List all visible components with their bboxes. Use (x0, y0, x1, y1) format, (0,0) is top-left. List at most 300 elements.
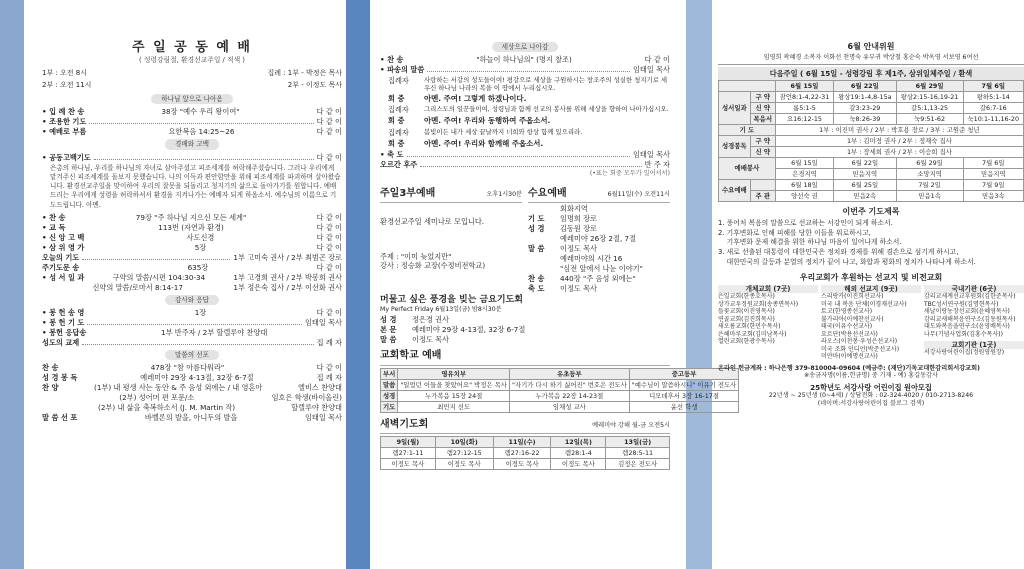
table-header-cell: 12일(목) (551, 437, 606, 448)
table-cell: 양선숙 권 (775, 190, 833, 201)
prayer-topics-title: 이번주 기도제목 (842, 206, 900, 216)
order-leader: 다 같 이 (316, 308, 342, 318)
table-header-cell: 중고등부 (629, 368, 739, 379)
table-cell: 임채성 교사 (509, 401, 629, 412)
friday-prayer-order (380, 315, 670, 344)
table-cell: 왕하5:1-14 (963, 91, 1023, 102)
table-cell: 롬5:1-5 (775, 102, 833, 113)
mission-item: 나무(기념사업회(김홍수목사)) (924, 330, 1003, 338)
order-leader: 엘비스 찬양대 (298, 383, 342, 393)
table-cell: 6월 29일 (896, 80, 963, 91)
commission-liturgy (380, 76, 670, 148)
mission-item: 토고(한영종선교사) (821, 308, 873, 316)
liturgy-speaker: 집례자 (388, 127, 409, 137)
order-leader: 다 같 이 (316, 117, 342, 127)
missions-title: 우리교회가 후원하는 선교지 및 비전교회 (799, 272, 943, 282)
table-header-cell: 유초등부 (509, 368, 629, 379)
left-blue-stripe (0, 0, 24, 569)
table-cell: 윤선 학생 (629, 401, 739, 412)
table-header-cell: 부서 (381, 368, 398, 379)
order-row (42, 273, 342, 282)
order-row (380, 55, 670, 64)
table-header-cell: 13일(금) (606, 437, 670, 448)
table-row (719, 91, 1024, 102)
table-row (719, 135, 1024, 146)
announcements-panel (718, 0, 1024, 569)
order-label: 오르간 후주 (380, 159, 418, 169)
table-header-cell: 영유치부 (398, 368, 510, 379)
table-cell: 렘28:5-11 (606, 448, 670, 459)
prayer-topic-line: 기후변화 문제 해결을 위한 하나님 마음이 일어나게 하소서. (718, 238, 902, 247)
order-leader: 다 같 이 (316, 152, 342, 162)
table-cell: 구 약 (750, 135, 775, 146)
dawn-prayer-title: 새벽기도회 (380, 418, 429, 430)
leader-dots (82, 340, 313, 345)
table-header-cell: 10일(화) (435, 437, 493, 448)
table-cell: 신 약 (750, 146, 775, 157)
order-item: 1부 반주자 / 2부 할렐루야 찬양대 (161, 328, 268, 338)
table-cell: 6월 22일 (834, 80, 896, 91)
table-cell: 요16:12-15 (775, 113, 833, 124)
table-cell: 6월 18일 (775, 179, 833, 190)
table-cell: 6월 15일 (775, 80, 833, 91)
liturgy-speaker: 집례자 (388, 105, 409, 115)
offering-account-note: ※송금자명(이름,헌금명) 중 기재 - 예) 홍길동감사 (803, 372, 939, 380)
order-item: 1장 (194, 308, 207, 318)
liturgy-text: 봄빛이든 내가 세상 끝날까지 너희와 항상 함께 있으리라. (424, 127, 583, 136)
service-row (528, 214, 670, 223)
section-pill: 세상으로 나아감 (492, 42, 559, 52)
order-leader: 임태일 목사 (632, 149, 670, 159)
order-label: 찬 송 (42, 363, 59, 373)
leader-dots (87, 320, 302, 325)
third-service-title: 주일3부예배 (380, 187, 436, 199)
table-row (719, 179, 1024, 190)
liturgy-speaker: 회 중 (388, 94, 405, 104)
liturgy-speaker: 집례자 (388, 76, 409, 86)
order-label: • 찬 송 (380, 55, 404, 65)
order-item: 113번 (자연과 환경) (158, 222, 224, 232)
order-row (42, 308, 342, 317)
wednesday-service-order (528, 204, 670, 293)
service-value: "심전 앞에서 나눈 이야기" (560, 264, 643, 274)
liturgy-line (388, 139, 670, 148)
order-list (42, 363, 342, 422)
service-label: 본 문 (380, 325, 397, 335)
order-leader: 1부 고미숙 권사 / 2부 최범곤 장로 (233, 252, 342, 262)
order-item: "하늘이 하나님의" (명지 찰조) (476, 55, 572, 65)
table-cell: 렘28:1-4 (551, 448, 606, 459)
order-leader: 다 같 이 (316, 262, 342, 272)
liturgy-text: 아멘. 주여! 우리와 함께해 주옵소서. (424, 138, 544, 148)
service-row (380, 325, 670, 334)
dawn-prayer-time: 월-금 오전5시 (631, 421, 670, 429)
table-row (381, 401, 739, 412)
order-leader: 임호은 학생(바이올린) (271, 393, 342, 403)
table-cell: 믿음3속 (963, 190, 1023, 201)
order-label: • 파송의 말씀 (380, 65, 425, 75)
service-value: 440장 "주 음성 외에는" (560, 274, 636, 284)
service-row (528, 284, 670, 293)
table-row (719, 80, 1024, 91)
liturgy-line (388, 105, 670, 114)
mission-column (924, 285, 1024, 361)
order-label: 말 씀 선 포 (42, 413, 78, 423)
table-cell: 렘27:12-15 (435, 448, 493, 459)
order-item: 478장 "참 아름다워라" (150, 363, 225, 373)
table-cell: 왕상19:1-4,8-15a (834, 91, 896, 102)
prayer-topic-line: 대한민국의 갈등과 분열의 정치가 끝이 나고, 화합과 평화의 정치가 나타나게 하소서. (718, 258, 976, 267)
church-school-title: 교회학교 예배 (380, 350, 442, 362)
table-cell: 1부 : 장세희 권사 / 2부 : 이승희 집사 (775, 146, 1023, 157)
section-pill: 말씀의 선포 (165, 350, 219, 360)
table-row (719, 102, 1024, 113)
service-label: 찬 송 (528, 274, 545, 284)
table-cell: 성경 (381, 390, 398, 401)
table-row (381, 459, 670, 470)
table-cell: 수요예배 (719, 179, 751, 201)
order-row (42, 318, 342, 327)
table-row (381, 379, 739, 390)
prayer-topic-line: 1. 풍어처 복음의 말씀으로 선교하는 서강인이 되게 하소서. (718, 218, 893, 227)
mission-item: 불가리아(이예찬선교사) (821, 315, 884, 323)
order-item: 신약의 말씀/로마서 8:14-17 (92, 282, 183, 292)
mission-column (821, 285, 921, 361)
service-label (528, 254, 554, 263)
third-service-speaker: 강사 : 정승화 교장(수정비전학교) (380, 261, 486, 271)
order-row (42, 373, 342, 382)
order-label: • 입 례 찬 송 (42, 107, 85, 117)
table-header-cell: 11일(수) (493, 437, 551, 448)
table-cell: 눅9:51-62 (896, 113, 963, 124)
mission-item: 감리교새해복음연구소(김동원목사) (924, 315, 1016, 323)
mission-item: 라오스(이천봉·우성은선교사) (821, 338, 898, 346)
order-item: 635장 (187, 262, 209, 272)
order-row (42, 117, 342, 126)
table-cell: 믿음1속 (896, 190, 963, 201)
mission-item: 요르단(박용선선교사) (821, 330, 878, 338)
service-value: 이정도 목사 (560, 284, 598, 294)
order-leader: 1부 고경희 권사 / 2부 박봉희 권사 (233, 272, 342, 282)
order-label: • 신 앙 고 백 (42, 232, 85, 242)
order-label: • 공동고백기도 (42, 152, 91, 162)
order-list (42, 213, 342, 292)
church-school-table (380, 368, 739, 413)
service-row (380, 315, 670, 324)
order-leader: 다 같 이 (316, 242, 342, 252)
table-cell: 최민지 선도 (398, 401, 510, 412)
order-item: 구약의 말씀/시편 104:30-34 (112, 272, 206, 282)
offering-account: 온라인 헌금계좌 : 하나은행 379-810004-09604 (예금주: (재단)기독교대한감리회서강교회) (718, 364, 980, 372)
worship-order-panel (42, 0, 342, 569)
wednesday-service-time: 6월11일(수) 오전11시 (607, 190, 670, 198)
kindergarten-blog: (네이버:서강사랑어린이집 블로그 검색) (817, 399, 925, 407)
order-list (42, 308, 342, 347)
order-row (42, 213, 342, 222)
table-cell: 갈6:7-16 (963, 102, 1023, 113)
order-list (42, 107, 342, 136)
next-sunday-heading: 다음주일 ( 6월 15일 - 성령강림 후 제1주, 삼위일체주일 / 환색 (718, 67, 1024, 80)
service-time-2: 2부 : 오전 11시 (42, 81, 92, 90)
order-row (42, 338, 342, 347)
dawn-prayer-table (380, 436, 670, 470)
order-item: 79장 "주 하나님 지으신 모든 세계" (135, 212, 247, 222)
order-item: 사도신경 (186, 232, 215, 242)
service-label (528, 204, 554, 213)
service-value: 임명희 장로 (560, 214, 598, 224)
mission-item: 새오름교회(한민수목사) (718, 323, 781, 331)
service-row (528, 274, 670, 283)
order-row (42, 243, 342, 252)
table-cell: 렘27:16-22 (493, 448, 551, 459)
order-item: 예레미야 29장 4-13절, 32장 6-7절 (140, 373, 254, 383)
order-label: • 찬 송 (42, 212, 66, 222)
mission-item: 열린교회(한광수목사) (718, 338, 775, 346)
table-cell: 디모데후서 3장 16-17절 (629, 390, 739, 401)
standing-note: (•표는 회중 모두가 일어서서) (589, 169, 670, 177)
mission-item: 감리교세계선교후원회(김한준목사) (924, 293, 1016, 301)
table-cell: 주 관 (750, 190, 775, 201)
ushers-title: 6월 안내위원 (847, 42, 895, 51)
leader-dots (407, 152, 630, 157)
liturgy-line (388, 128, 670, 137)
table-cell: 누가복음 22장 14-23절 (509, 390, 629, 401)
table-cell: 성경봉독 (719, 135, 751, 157)
order-label: 성 경 봉 독 (42, 373, 78, 383)
table-cell: 갈5:1,13-25 (896, 102, 963, 113)
order-row (380, 65, 670, 74)
order-label: • 교 독 (42, 222, 66, 232)
table-cell: 믿음지역 (963, 168, 1023, 179)
table-cell: 잠언8:1-4,22-31 (775, 91, 833, 102)
table-row (719, 157, 1024, 168)
liturgy-speaker: 회 중 (388, 116, 405, 126)
service-value: 회화지역 (560, 204, 588, 214)
table-cell: 6월 22일 (834, 157, 896, 168)
mission-column-header: 국내기관 (6곳) (924, 285, 1024, 293)
liturgy-speaker: 회 중 (388, 138, 405, 148)
table-cell: 6월 25일 (834, 179, 896, 190)
order-leader: 집 례 자 (316, 373, 342, 383)
mission-column-header: 개체교회 (7곳) (718, 285, 818, 293)
table-cell: 복음서 (750, 113, 775, 124)
leader-dots (89, 119, 313, 124)
prayer-topics (718, 219, 1024, 268)
order-leader: 다 같 이 (644, 55, 670, 65)
table-cell: 성서일과 (719, 91, 751, 124)
mission-item: 상가교우정원교회(송종면목사) (718, 300, 799, 308)
order-leader: 집 례 자 (316, 338, 342, 348)
table-cell: "자기가 다시 하기 싫어진" 번호은 전도사 (509, 379, 629, 390)
table-cell: 7월 9일 (963, 179, 1023, 190)
service-row (528, 204, 670, 213)
liturgy-text: 사랑하는 서강의 성도들이여! 평강으로 세상을 구원하시는 창조주의 성실한 청지기로 세우신 하나님 나라의 복을 이 땅에서 누리십시오. (424, 76, 668, 93)
order-item: (1부) 내 평생 사는 동안 & 주 음성 외에는 / 내 영혼아 (94, 383, 263, 393)
table-cell: 6월 15일 (775, 157, 833, 168)
third-service-topic: 주제 : "이미 늦었지만" (380, 252, 452, 262)
table-cell: 갈3:23-29 (834, 102, 896, 113)
order-row (42, 253, 342, 262)
leader-dots (427, 67, 630, 72)
order-label: • 축 도 (380, 149, 404, 159)
mission-item: 태국(이유수선교사) (821, 323, 873, 331)
order-label: • 예배로 부름 (42, 127, 87, 137)
order-row (42, 223, 342, 232)
table-header-row (381, 368, 739, 379)
table-cell: 렘27:1-11 (381, 448, 436, 459)
confession-prayer: 은총의 하나님, 우리를 하나님의 자녀로 삼아주셨고 피조세계를 허락해주셨습니다. 그러나 우리에게 맡겨주신 피조세계를 돌보지 못했습니다. 나의 이득과 편안함만을 위해 피조세계를 파괴하며 살아왔습니다. 환경선교주일을 맞이하여 우리의 잘못을 되돌리고 청지기의 삶으로 돌아가기를 원합니다. 예배 드리는 우리에게 성령을 허락하셔서 환경을 지켜나가는 예배자 되게 하옵소서. 예수님의 이름으로 기도드립니다. 아멘. (50, 163, 341, 209)
order-row (42, 107, 342, 116)
mission-item: 연골교회(김진희목사) (718, 315, 775, 323)
order-label: 오늘의 기도 (42, 252, 80, 262)
mission-column (718, 285, 818, 361)
table-cell: "예수님이 말씀하시니" 이유기 전도사 (629, 379, 739, 390)
service-label: 말 씀 (528, 244, 545, 254)
mission-item: 미얀마(이예명선교사) (821, 353, 878, 361)
table-cell: 왕상2:15-16,19-21 (896, 91, 963, 102)
service-label: 성 경 (380, 315, 397, 325)
prayer-topic-line: 3. 새로 선출된 대통령이 대한민국은 정치와 경제를 위해 겸손으로 섬기게 하시고, (718, 248, 959, 257)
friday-prayer-time: 6월13일(금) 밤8시30분 (435, 306, 502, 314)
leader-dots (82, 255, 230, 260)
mission-item: 스리랑카(이진희선교사) (821, 293, 884, 301)
order-row (42, 403, 342, 412)
service-value: 김동원 장로 (560, 224, 598, 234)
liturgy-line (388, 116, 670, 125)
order-item: 38장 "예수 우리 왕이여" (161, 107, 240, 117)
table-row (719, 113, 1024, 124)
order-item: 바벨론의 발을, 아니두의 발을 (144, 413, 238, 423)
section-pill: 경배와 고백 (165, 139, 219, 149)
order-leader: 다 같 이 (316, 363, 342, 373)
table-row (719, 190, 1024, 201)
table-cell: 기도 (381, 401, 398, 412)
order-row (42, 283, 342, 292)
service-value: 예레미야 29장 4-13절, 32장 6-7절 (412, 325, 526, 335)
mission-item: 미국 조화 인디언(박준선교사) (821, 345, 900, 353)
order-row (42, 328, 342, 337)
order-item: (2부) 성어머 편 포문/소 (119, 393, 195, 403)
service-row (528, 264, 670, 273)
mission-column-header: 해외 선교지 (9곳) (821, 285, 921, 293)
table-cell: 믿음2속 (834, 190, 896, 201)
right-blue-stripe (686, 0, 712, 569)
order-leader: 임태일 목사 (632, 65, 670, 75)
table-cell: 7월 6일 (963, 80, 1023, 91)
mission-column-header: 교회기관 (1곳) (924, 341, 1024, 349)
table-header-row (381, 437, 670, 448)
wednesday-service-title: 수요예배 (528, 187, 567, 199)
section-pill: 하나님 앞으로 나아옴 (151, 94, 233, 104)
order-row (42, 233, 342, 242)
liturgy-text: 아멘. 주여! 그렇게 하겠나이다. (424, 94, 527, 104)
officiant-2: 2부 - 이정도 목사 (287, 81, 342, 90)
table-cell: 눅10:1-11,16-20 (963, 113, 1023, 124)
table-cell: 7월 2일 (896, 179, 963, 190)
order-leader: 다 같 이 (316, 222, 342, 232)
table-cell: 1부 : 이진미 권사 / 2부 : 박호용 장로 / 3부 : 고원준 청년 (775, 124, 1023, 135)
service-row (380, 335, 670, 344)
table-cell (750, 179, 775, 190)
mission-item: 미국 내 복음 단체(이경재선교사) (821, 300, 907, 308)
order-list (380, 150, 670, 169)
prayer-topic-line: 2. 기후변화로 인해 피해를 당한 이들을 위로하시고, (718, 228, 871, 237)
service-value: 이정도 목사 (560, 244, 598, 254)
middle-blue-stripe (346, 0, 370, 569)
friday-prayer-sub: My Perfect Friday (380, 306, 434, 314)
liturgy-line (388, 94, 670, 103)
order-row (42, 393, 342, 402)
ushers-list: 임영희 곽혜경 소복자 이화선 천명숙 유부귀 박상철 홍순숙 박옥영 서보영 6여선 (718, 52, 1024, 65)
service-value: 예레미야의 시간 16 (560, 254, 623, 264)
order-label: • 삼 위 영 가 (42, 242, 85, 252)
order-row (380, 150, 670, 159)
third-service-body: 환경선교주일 세미나로 모입니다. (380, 217, 485, 227)
service-label: 기 도 (528, 214, 545, 224)
mission-item: 은혜마루교회(김미남목사) (718, 330, 787, 338)
service-label: 말 씀 (380, 335, 397, 345)
order-leader: 임태일 목사 (304, 318, 342, 328)
order-label: • 봉 헌 송 영 (42, 308, 85, 318)
dawn-prayer-sub: 예레미야 강해 (592, 421, 630, 429)
liturgy-text: 아멘. 주여! 우리와 동행하여 주옵소서. (424, 116, 551, 126)
order-item: 요한복음 14:25~26 (168, 127, 235, 137)
table-cell: 신 약 (750, 102, 775, 113)
service-label: 성 경 (528, 224, 545, 234)
next-sunday-table (718, 80, 1024, 202)
table-cell: 이정도 목사 (493, 459, 551, 470)
order-label: • 성 서 일 과 (42, 272, 85, 282)
order-leader: 할렐루야 찬양대 (291, 403, 342, 413)
service-row (528, 224, 670, 233)
order-item: (2부) 내 삶을 축복하소서 (J. M. Martin 작) (98, 403, 236, 413)
service-label: 축 도 (528, 284, 545, 294)
table-cell: 소망지역 (896, 168, 963, 179)
table-header-cell: 9일(월) (381, 437, 436, 448)
service-row (528, 234, 670, 243)
order-row (380, 160, 670, 169)
order-row (42, 383, 342, 392)
table-cell: 1부 : 김미정 권사 / 2부 : 정재숙 집사 (775, 135, 1023, 146)
order-row (42, 127, 342, 136)
leader-dots (420, 162, 641, 167)
service-label (528, 234, 554, 243)
order-label: 주기도문 송 (42, 262, 80, 272)
service-time-1: 1부 : 오전 8시 (42, 68, 87, 77)
table-cell: 이정도 목사 (435, 459, 493, 470)
service-value: 이정도 목사 (412, 335, 450, 345)
order-list (380, 55, 670, 74)
table-row (719, 124, 1024, 135)
table-cell: 예배봉사 (719, 157, 776, 179)
table-cell: 6월 29일 (896, 157, 963, 168)
table-cell: 기 도 (719, 124, 776, 135)
table-cell: 믿음지역 (834, 168, 896, 179)
order-leader: 다 같 이 (316, 232, 342, 242)
order-row (42, 413, 342, 422)
table-cell: 말씀 (381, 379, 398, 390)
mission-item: 들꽃교회(이진영목사) (718, 308, 775, 316)
section-pill: 감사와 응답 (165, 295, 219, 305)
table-cell: 누가복음 15장 24절 (398, 390, 510, 401)
order-leader: 임태일 목사 (304, 413, 342, 423)
service-value: 정은경 권사 (412, 315, 450, 325)
liturgy-text: 그리스도의 일꾼들이여, 성령님과 함께 선교의 봉사를 위해 세상을 향하여 나아가십시오. (424, 105, 669, 114)
order-label: • 봉 헌 기 도 (42, 318, 85, 328)
table-cell: 이정도 목사 (381, 459, 436, 470)
table-cell: "일었던 이들을 찾았어요" 박정은 목사 (398, 379, 510, 390)
mission-item: 대도와복음을연구소(윤영배목사) (924, 323, 1010, 331)
